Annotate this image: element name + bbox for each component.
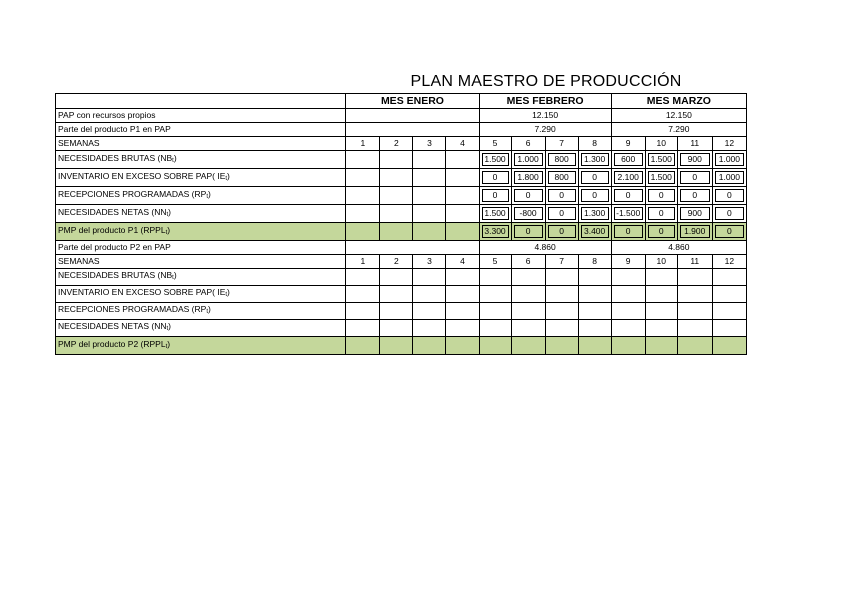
cell-value: 1.300 (581, 207, 609, 220)
table-row (56, 320, 747, 337)
row-label (56, 320, 346, 337)
week-cell (446, 205, 479, 223)
week-cell (712, 169, 746, 187)
week-cell (346, 286, 380, 303)
week-cell (677, 169, 712, 187)
week-cell (645, 337, 677, 355)
week-cell (645, 320, 677, 337)
week-cell (578, 269, 611, 286)
week-cell (446, 269, 479, 286)
cell-value: 0 (715, 207, 744, 220)
week-cell: 3 (413, 137, 446, 151)
week-cell (511, 223, 545, 241)
week-cell: 2 (380, 255, 413, 269)
header-blank (56, 94, 346, 109)
cell-value: 1.300 (581, 153, 609, 166)
row-label-suffix: ) (167, 338, 171, 349)
week-cell (380, 187, 413, 205)
week-cell (611, 269, 645, 286)
table-row (56, 241, 747, 255)
row-label-suffix: ) (168, 206, 171, 217)
week-cell (479, 269, 511, 286)
row-label-text: NECESIDADES NETAS (NN (58, 206, 167, 217)
row-label-suffix: ) (227, 170, 230, 181)
cell-value: 0 (482, 189, 509, 202)
table-row (56, 337, 747, 355)
week-cell (677, 205, 712, 223)
row-label (56, 187, 346, 205)
week-cell (511, 151, 545, 169)
week-cell: 7 (545, 255, 578, 269)
row-label-subscript: t (225, 175, 228, 182)
week-cell: 2 (380, 137, 413, 151)
month-header: MES MARZO (611, 94, 746, 109)
row-label-text: NECESIDADES BRUTAS (NB (58, 270, 173, 280)
cell-value: 0 (514, 225, 543, 238)
row-label (56, 337, 346, 355)
week-cell: 9 (611, 255, 645, 269)
month-value-cell: 4.860 (479, 241, 611, 255)
week-cell (413, 151, 446, 169)
week-cell (645, 223, 677, 241)
table-row (56, 151, 747, 169)
row-label (56, 286, 346, 303)
cell-value: 900 (680, 207, 710, 220)
week-cell: 6 (511, 255, 545, 269)
row-label-suffix: ) (173, 270, 177, 280)
week-cell (413, 286, 446, 303)
week-cell (545, 223, 578, 241)
week-cell (446, 303, 479, 320)
row-label-suffix: ) (168, 321, 171, 331)
row-label-text: INVENTARIO EN EXCESO SOBRE PAP( IE (58, 287, 226, 297)
table-row (56, 169, 747, 187)
week-cell (611, 151, 645, 169)
week-cell (479, 337, 511, 355)
table-row (56, 109, 747, 123)
week-cell (346, 151, 380, 169)
cell-value: 1.800 (514, 171, 543, 184)
week-cell (645, 205, 677, 223)
week-cell: 9 (611, 137, 645, 151)
week-cell (479, 151, 511, 169)
week-cell: 3 (413, 255, 446, 269)
row-label-text: PMP del producto P2 (RPPL (58, 338, 166, 349)
row-label-suffix: ) (173, 152, 177, 163)
week-cell (380, 320, 413, 337)
cell-value: 0 (614, 225, 643, 238)
week-cell: 8 (578, 137, 611, 151)
row-label-text: INVENTARIO EN EXCESO SOBRE PAP( IE (58, 170, 226, 181)
week-cell (346, 169, 380, 187)
week-cell (611, 205, 645, 223)
row-label (56, 223, 346, 241)
week-cell (413, 303, 446, 320)
week-cell: 5 (479, 255, 511, 269)
week-cell (545, 151, 578, 169)
table-row (56, 286, 747, 303)
week-cell (511, 187, 545, 205)
page-title: PLAN MAESTRO DE PRODUCCIÓN (410, 73, 682, 90)
week-cell: 7 (545, 137, 578, 151)
week-cell (578, 169, 611, 187)
row-label-subscript: t (166, 326, 169, 332)
week-cell (380, 205, 413, 223)
cell-value: 1.000 (715, 153, 744, 166)
week-cell (413, 187, 446, 205)
cell-value: 0 (548, 189, 576, 202)
week-cell (511, 337, 545, 355)
table-row (56, 223, 747, 241)
week-cell (380, 223, 413, 241)
row-label-text: PAP con recursos propios (58, 110, 156, 120)
week-cell: 4 (446, 255, 479, 269)
week-cell (479, 187, 511, 205)
row-label-subscript: t (206, 193, 208, 200)
cell-value: 0 (581, 189, 609, 202)
week-cell (380, 169, 413, 187)
cell-value: 0 (514, 189, 543, 202)
week-cell (578, 187, 611, 205)
week-cell (346, 187, 380, 205)
cell-value: -800 (514, 207, 543, 220)
row-label-text: RECEPCIONES PROGRAMADAS (RP (58, 304, 207, 314)
week-cell (611, 169, 645, 187)
month-value-cell: 12.150 (479, 109, 611, 123)
week-cell (578, 320, 611, 337)
month-value-cell (346, 109, 479, 123)
week-cell (712, 151, 746, 169)
week-cell: 4 (446, 137, 479, 151)
week-cell (545, 269, 578, 286)
week-cell: 8 (578, 255, 611, 269)
week-cell (413, 223, 446, 241)
row-label (56, 123, 346, 137)
row-label (56, 205, 346, 223)
week-cell (446, 223, 479, 241)
cell-value: 900 (680, 153, 710, 166)
cell-value: 1.000 (715, 171, 744, 184)
row-label-text: PMP del producto P1 (RPPL (58, 224, 166, 235)
row-label-subscript: t (172, 275, 174, 281)
week-cell (578, 223, 611, 241)
row-label-subscript: t (206, 309, 208, 315)
week-cell (346, 303, 380, 320)
cell-value: 800 (548, 153, 576, 166)
week-cell (380, 286, 413, 303)
row-label-text: Parte del producto P1 en PAP (58, 124, 171, 134)
week-cell (380, 337, 413, 355)
week-cell (611, 320, 645, 337)
cell-value: 600 (614, 153, 643, 166)
week-cell (677, 286, 712, 303)
month-header: MES ENERO (346, 94, 479, 109)
cell-value: 0 (648, 225, 675, 238)
row-label-subscript: t (165, 343, 168, 350)
week-cell: 1 (346, 255, 380, 269)
week-cell (511, 286, 545, 303)
week-cell (545, 187, 578, 205)
cell-value: 3.400 (581, 225, 609, 238)
week-cell (511, 303, 545, 320)
week-cell (677, 337, 712, 355)
week-cell (511, 269, 545, 286)
cell-value: 0 (680, 189, 710, 202)
week-cell (645, 286, 677, 303)
month-header-row (56, 94, 747, 109)
week-cell (712, 320, 746, 337)
week-cell (545, 205, 578, 223)
week-cell (677, 269, 712, 286)
cell-value: 0 (715, 225, 744, 238)
row-label (56, 241, 346, 255)
week-cell (545, 337, 578, 355)
week-cell: 12 (712, 255, 746, 269)
week-cell (413, 320, 446, 337)
week-cell (479, 286, 511, 303)
week-cell (645, 187, 677, 205)
row-label-text: NECESIDADES BRUTAS (NB (58, 152, 173, 163)
week-cell (712, 187, 746, 205)
week-cell (677, 187, 712, 205)
week-cell (578, 337, 611, 355)
week-cell (413, 205, 446, 223)
week-cell (346, 269, 380, 286)
week-cell (413, 269, 446, 286)
week-cell (446, 320, 479, 337)
table-row (56, 137, 747, 151)
week-cell: 11 (677, 137, 712, 151)
week-cell (611, 337, 645, 355)
table-row (56, 269, 747, 286)
cell-value: -1.500 (614, 207, 643, 220)
week-cell: 1 (346, 137, 380, 151)
row-label-suffix: ) (207, 304, 211, 314)
week-cell (677, 151, 712, 169)
cell-value: 0 (482, 171, 509, 184)
week-cell (479, 303, 511, 320)
cell-value: 800 (548, 171, 576, 184)
week-cell (677, 223, 712, 241)
week-cell (346, 205, 380, 223)
row-label-subscript: t (225, 292, 228, 298)
cell-value: 0 (715, 189, 744, 202)
row-label-text: NECESIDADES NETAS (NN (58, 321, 167, 331)
week-cell (578, 303, 611, 320)
week-cell (446, 169, 479, 187)
week-cell (611, 303, 645, 320)
week-cell (578, 151, 611, 169)
table-row (56, 205, 747, 223)
week-cell (446, 151, 479, 169)
week-cell (479, 223, 511, 241)
week-cell (511, 205, 545, 223)
week-cell (446, 187, 479, 205)
week-cell (677, 320, 712, 337)
row-label (56, 255, 346, 269)
cell-value: 1.000 (514, 153, 543, 166)
cell-value: 0 (648, 207, 675, 220)
week-cell (677, 303, 712, 320)
table-row (56, 123, 747, 137)
week-cell (712, 269, 746, 286)
cell-value: 2.100 (614, 171, 643, 184)
week-cell: 6 (511, 137, 545, 151)
week-cell (380, 303, 413, 320)
cell-value: 1.500 (482, 153, 509, 166)
week-cell (479, 320, 511, 337)
week-cell (645, 151, 677, 169)
row-label-text: RECEPCIONES PROGRAMADAS (RP (58, 188, 207, 199)
week-cell (479, 169, 511, 187)
row-label (56, 109, 346, 123)
week-cell (645, 303, 677, 320)
week-cell (578, 286, 611, 303)
week-cell (645, 169, 677, 187)
week-cell (380, 269, 413, 286)
week-cell (578, 205, 611, 223)
week-cell (611, 223, 645, 241)
row-label-text: SEMANAS (58, 256, 100, 266)
plan-table (55, 93, 747, 355)
cell-value: 1.500 (482, 207, 509, 220)
cell-value: 3.300 (482, 225, 509, 238)
row-label-subscript: t (172, 157, 174, 164)
week-cell (511, 320, 545, 337)
month-value-cell: 7.290 (611, 123, 746, 137)
week-cell (545, 303, 578, 320)
cell-value: 1.500 (648, 153, 675, 166)
month-value-cell (346, 123, 479, 137)
row-label-suffix: ) (227, 287, 230, 297)
week-cell: 12 (712, 137, 746, 151)
table-row (56, 255, 747, 269)
row-label-subscript: t (165, 229, 168, 236)
cell-value: 0 (548, 207, 576, 220)
row-label-subscript: t (166, 211, 169, 218)
week-cell (712, 286, 746, 303)
week-cell (712, 303, 746, 320)
table-row (56, 187, 747, 205)
cell-value: 0 (648, 189, 675, 202)
cell-value: 0 (581, 171, 609, 184)
row-label-suffix: ) (207, 188, 211, 199)
week-cell: 10 (645, 255, 677, 269)
table-row (56, 303, 747, 320)
week-cell (446, 337, 479, 355)
row-label-text: Parte del producto P2 en PAP (58, 242, 171, 252)
week-cell (545, 169, 578, 187)
row-label (56, 137, 346, 151)
row-label-text: SEMANAS (58, 138, 100, 148)
week-cell (479, 205, 511, 223)
month-value-cell: 4.860 (611, 241, 746, 255)
week-cell (712, 205, 746, 223)
week-cell (346, 320, 380, 337)
week-cell (446, 286, 479, 303)
row-label (56, 169, 346, 187)
week-cell (712, 223, 746, 241)
row-label-suffix: ) (167, 224, 171, 235)
cell-value: 0 (614, 189, 643, 202)
week-cell (346, 223, 380, 241)
week-cell (413, 169, 446, 187)
month-value-cell: 7.290 (479, 123, 611, 137)
cell-value: 1.500 (648, 171, 675, 184)
week-cell (511, 169, 545, 187)
month-header: MES FEBRERO (479, 94, 611, 109)
month-value-cell: 12.150 (611, 109, 746, 123)
week-cell: 10 (645, 137, 677, 151)
week-cell (611, 286, 645, 303)
cell-value: 1.900 (680, 225, 710, 238)
week-cell (611, 187, 645, 205)
week-cell (645, 269, 677, 286)
row-label (56, 303, 346, 320)
month-value-cell (346, 241, 479, 255)
cell-value: 0 (680, 171, 710, 184)
week-cell: 5 (479, 137, 511, 151)
week-cell (545, 320, 578, 337)
week-cell (346, 337, 380, 355)
week-cell (712, 337, 746, 355)
row-label (56, 151, 346, 169)
week-cell (413, 337, 446, 355)
week-cell (545, 286, 578, 303)
cell-value: 0 (548, 225, 576, 238)
week-cell: 11 (677, 255, 712, 269)
row-label (56, 269, 346, 286)
week-cell (380, 151, 413, 169)
